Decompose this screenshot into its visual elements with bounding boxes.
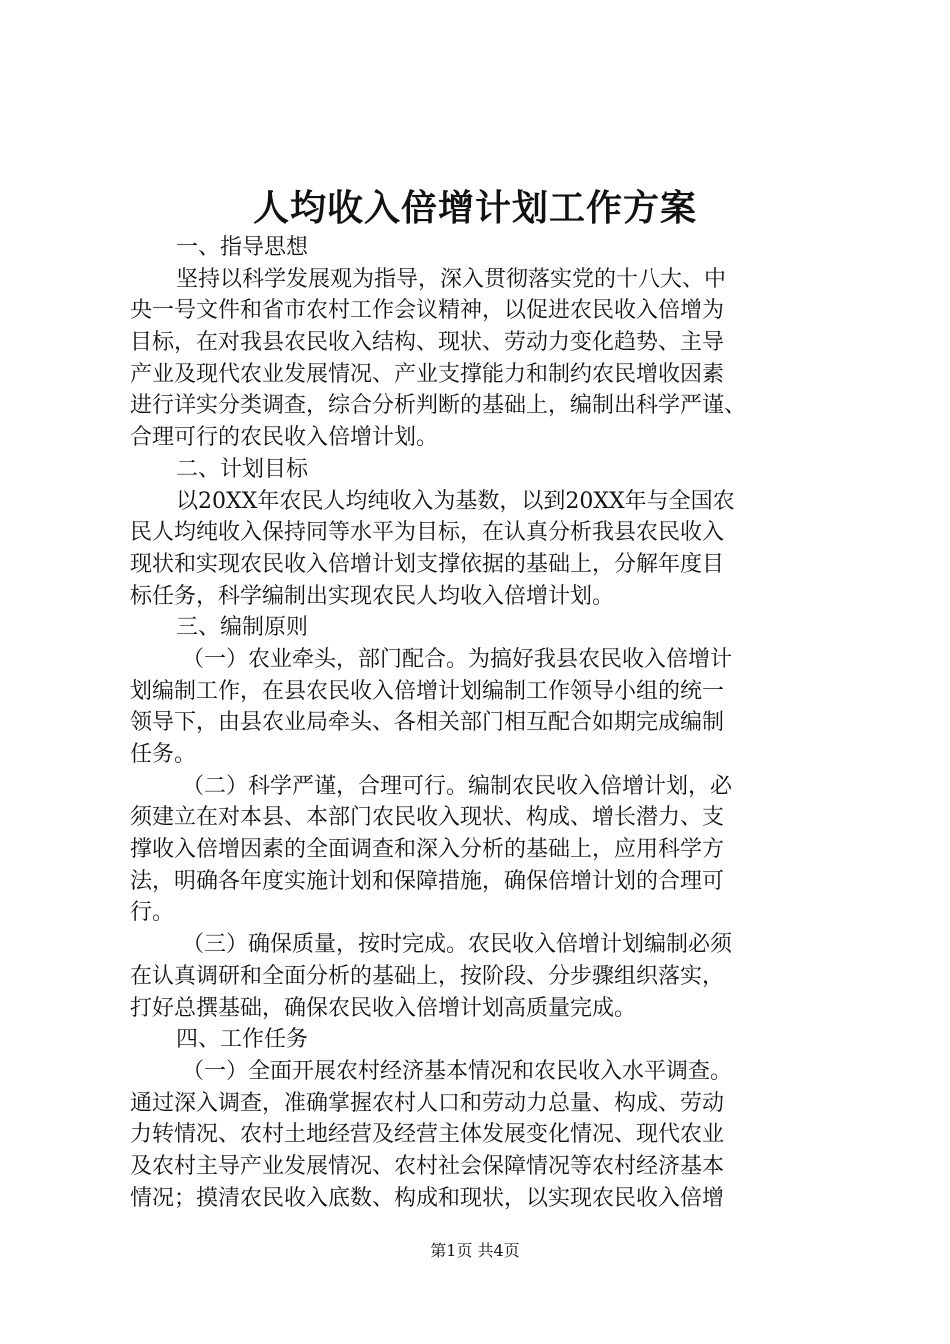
paragraph-line: 力转情况、农村土地经营及经营主体发展变化情况、现代农业 [130, 1122, 725, 1148]
paragraph-line: 民人均纯收入保持同等水平为目标，在认真分析我县农民收入 [130, 520, 725, 546]
paragraph-line: （二）科学严谨，合理可行。编制农民收入倍增计划，必 [182, 773, 733, 799]
document-title: 人均收入倍增计划工作方案 [252, 187, 697, 229]
section-heading: 四、工作任务 [176, 1027, 309, 1053]
paragraph-line: 在认真调研和全面分析的基础上，按阶段、分步骤组织落实， [130, 963, 725, 989]
paragraph-line: 撑收入倍增因素的全面调查和深入分析的基础上，应用科学方 [130, 837, 725, 863]
paragraph-line: 产业及现代农业发展情况、产业支撑能力和制约农民增收因素 [130, 361, 725, 387]
paragraph-line: 行。 [130, 900, 175, 926]
paragraph-line: 央一号文件和省市农村工作会议精神，以促进农民收入倍增为 [130, 298, 725, 324]
paragraph-line: 打好总撰基础，确保农民收入倍增计划高质量完成。 [130, 995, 637, 1021]
paragraph-line: 情况；摸清农民收入底数、构成和现状，以实现农民收入倍增 [130, 1185, 725, 1211]
section-heading: 三、编制原则 [176, 615, 309, 641]
paragraph-line: 目标，在对我县农民收入结构、现状、劳动力变化趋势、主导 [130, 330, 725, 356]
paragraph-line: 须建立在对本县、本部门农民收入现状、构成、增长潜力、支 [130, 805, 725, 831]
document-body [130, 232, 830, 1214]
page-number-footer: 第1页 共4页 [430, 1241, 520, 1260]
paragraph-line: 通过深入调查，准确掌握农村人口和劳动力总量、构成、劳动 [130, 1090, 725, 1116]
paragraph-line: 领导下，由县农业局牵头、各相关部门相互配合如期完成编制 [130, 710, 725, 736]
paragraph-line: 及农村主导产业发展情况、农村社会保障情况等农村经济基本 [130, 1153, 725, 1179]
paragraph-line: 标任务，科学编制出实现农民人均收入倍增计划。 [130, 583, 615, 609]
section-heading: 二、计划目标 [176, 456, 309, 482]
section-heading: 一、指导思想 [176, 235, 309, 260]
paragraph-line: 任务。 [130, 742, 197, 767]
paragraph-line: 划编制工作，在县农民收入倍增计划编制工作领导小组的统一 [130, 678, 725, 704]
paragraph-line: 合理可行的农民收入倍增计划。 [130, 425, 439, 451]
paragraph-line: （一）全面开展农村经济基本情况和农民收入水平调查。 [182, 1058, 733, 1084]
paragraph-line: （三）确保质量，按时完成。农民收入倍增计划编制必须 [182, 932, 733, 958]
paragraph-line: 进行详实分类调查，综合分析判断的基础上，编制出科学严谨、 [130, 393, 747, 419]
paragraph-line: 以20XX年农民人均纯收入为基数，以到20XX年与全国农 [176, 488, 735, 514]
paragraph-line: 坚持以科学发展观为指导，深入贯彻落实党的十八大、中 [176, 266, 727, 292]
paragraph-line: （一）农业牵头，部门配合。为搞好我县农民收入倍增计 [182, 646, 733, 672]
paragraph-line: 法，明确各年度实施计划和保障措施，确保倍增计划的合理可 [130, 868, 725, 894]
paragraph-line: 现状和实现农民收入倍增计划支撑依据的基础上，分解年度目 [130, 551, 725, 577]
